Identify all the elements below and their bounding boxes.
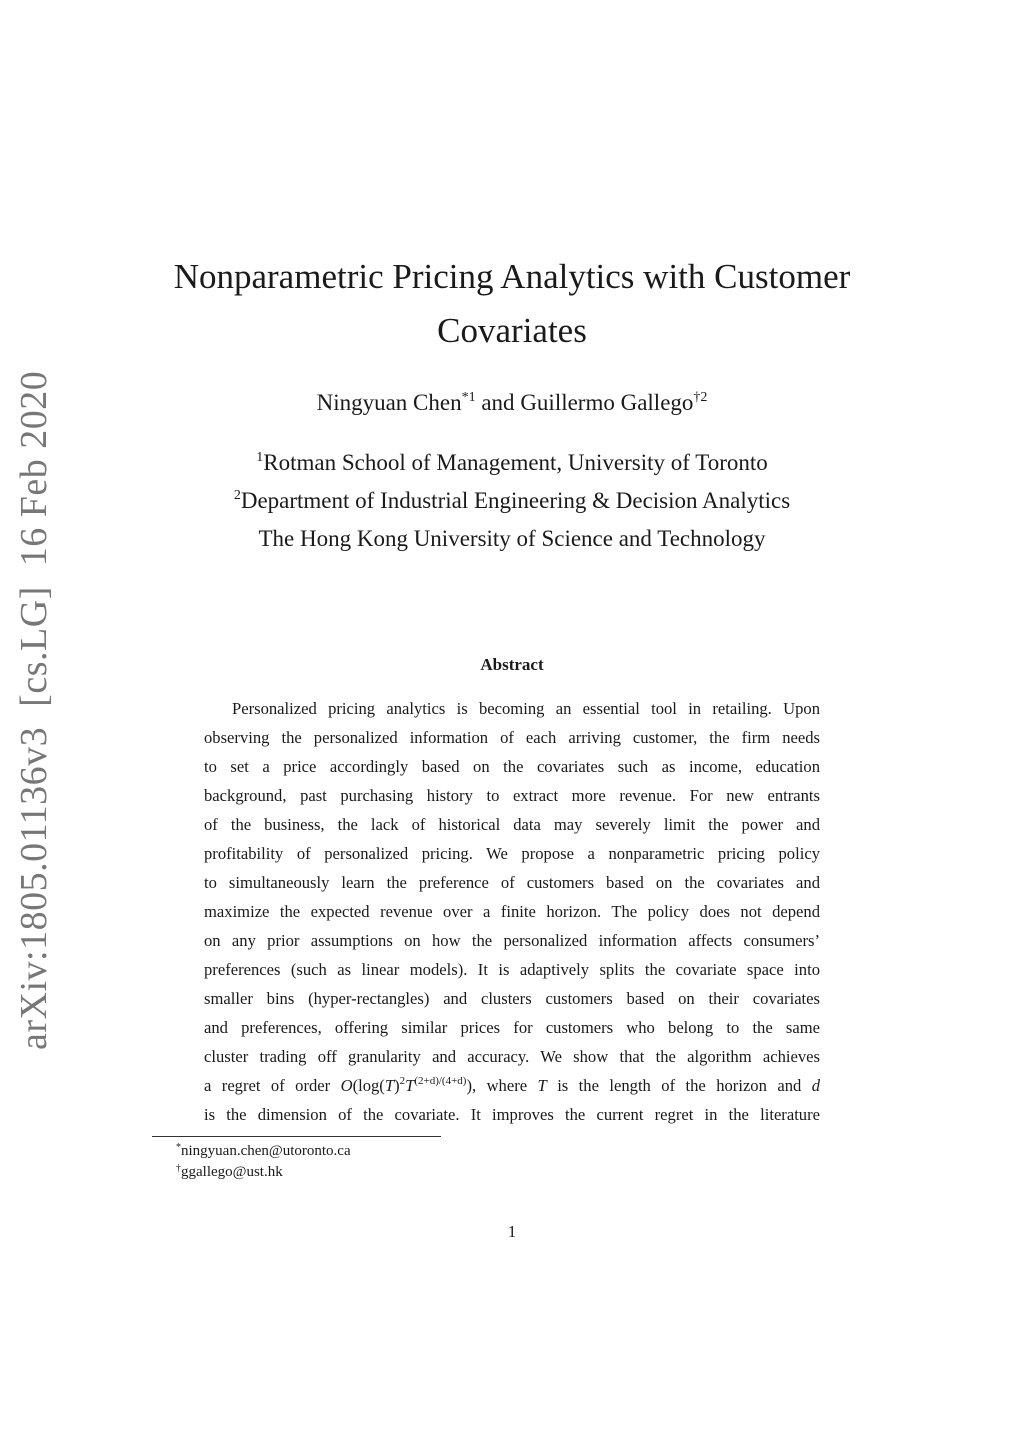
abstract-line: cluster trading off granularity and accuracy. We show that the algorithm achieves <box>204 1047 820 1066</box>
arxiv-identifier-stamp: arXiv:1805.01136v3 [cs.LG] 16 Feb 2020 <box>13 370 55 1050</box>
paper-title-line-2: Covariates <box>437 311 587 350</box>
math-close-paren: ) <box>394 1076 400 1095</box>
abstract-line: and preferences, offering similar prices for customers who belong to the same <box>204 1018 820 1037</box>
affiliation-2-number: 2 <box>233 488 241 503</box>
abstract-line: to set a price accordingly based on the covariates such as income, education <box>204 757 820 776</box>
paper-title <box>0 250 1024 358</box>
author-1-name: Ningyuan Chen <box>316 390 462 415</box>
author-2-name: Guillermo Gallego <box>520 390 694 415</box>
math-square: 2 <box>399 1075 406 1087</box>
abstract-body <box>204 694 820 1129</box>
footnote-2-mark: † <box>176 1163 181 1174</box>
math-T: T <box>537 1076 547 1095</box>
math-log-open: (log( <box>352 1076 385 1095</box>
abstract-line: to simultaneously learn the preference of customers based on the covariates and <box>204 873 820 892</box>
footnote-1-email: ningyuan.chen@utoronto.ca <box>181 1143 351 1159</box>
footnote-2 <box>176 1162 351 1183</box>
footnotes <box>176 1141 351 1183</box>
author-list <box>0 386 1024 420</box>
abstract-line: profitability of personalized pricing. We propose a nonparametric pricing policy <box>204 844 820 863</box>
abstract-line: of the business, the lack of historical data may severely limit the power and <box>204 815 820 834</box>
affiliation-2-line-2: The Hong Kong University of Science and Technology <box>258 526 766 551</box>
affiliation-1-text: Rotman School of Management, University of Toronto <box>263 450 768 475</box>
abstract-heading: Abstract <box>480 655 544 674</box>
math-T: T <box>384 1076 395 1095</box>
affiliation-2-text: Department of Industrial Engineering & Decision Analytics <box>240 488 791 513</box>
author-2-marks: †2 <box>693 390 708 405</box>
footnote-1 <box>176 1141 351 1162</box>
math-d: d <box>811 1076 821 1095</box>
abstract-line: is the dimension of the covariate. It improves the current regret in the literature <box>204 1105 820 1124</box>
abstract-regret-line <box>204 1071 820 1100</box>
footnote-1-mark: * <box>176 1142 181 1153</box>
affiliations <box>0 444 1024 558</box>
abstract-line: on any prior assumptions on how the personalized information affects consumers’ <box>204 931 820 950</box>
abstract-line: Personalized pricing analytics is becoming an essential tool in retailing. Upon <box>232 699 820 718</box>
math-T: T <box>405 1076 415 1095</box>
regret-text-pre: a regret of order <box>204 1076 341 1095</box>
author-connector: and <box>475 390 521 415</box>
abstract-line: background, past purchasing history to extract more revenue. For new entrants <box>204 786 820 805</box>
abstract-line: maximize the expected revenue over a finite horizon. The policy does not depend <box>204 902 820 921</box>
affiliation-2 <box>0 482 1024 520</box>
math-exponent: (2+d)/(4+d) <box>414 1075 467 1087</box>
affiliation-1-number: 1 <box>256 450 264 465</box>
footnote-2-email: ggallego@ust.hk <box>181 1164 283 1180</box>
regret-text-mid: is the length of the horizon and <box>546 1076 812 1095</box>
abstract-line: observing the personalized information of each arriving customer, the firm needs <box>204 728 820 747</box>
math-big-o: O <box>340 1076 353 1095</box>
regret-text-after: ), where <box>466 1076 538 1095</box>
abstract-line: preferences (such as linear models). It is adaptively splits the covariate space into <box>204 960 820 979</box>
page-number: 1 <box>507 1222 517 1241</box>
footnote-divider <box>152 1136 441 1137</box>
abstract-line: smaller bins (hyper-rectangles) and clusters customers based on their covariates <box>204 989 820 1008</box>
paper-title-line-1: Nonparametric Pricing Analytics with Customer <box>173 257 851 296</box>
author-1-marks: *1 <box>461 390 476 405</box>
affiliation-1 <box>0 444 1024 482</box>
